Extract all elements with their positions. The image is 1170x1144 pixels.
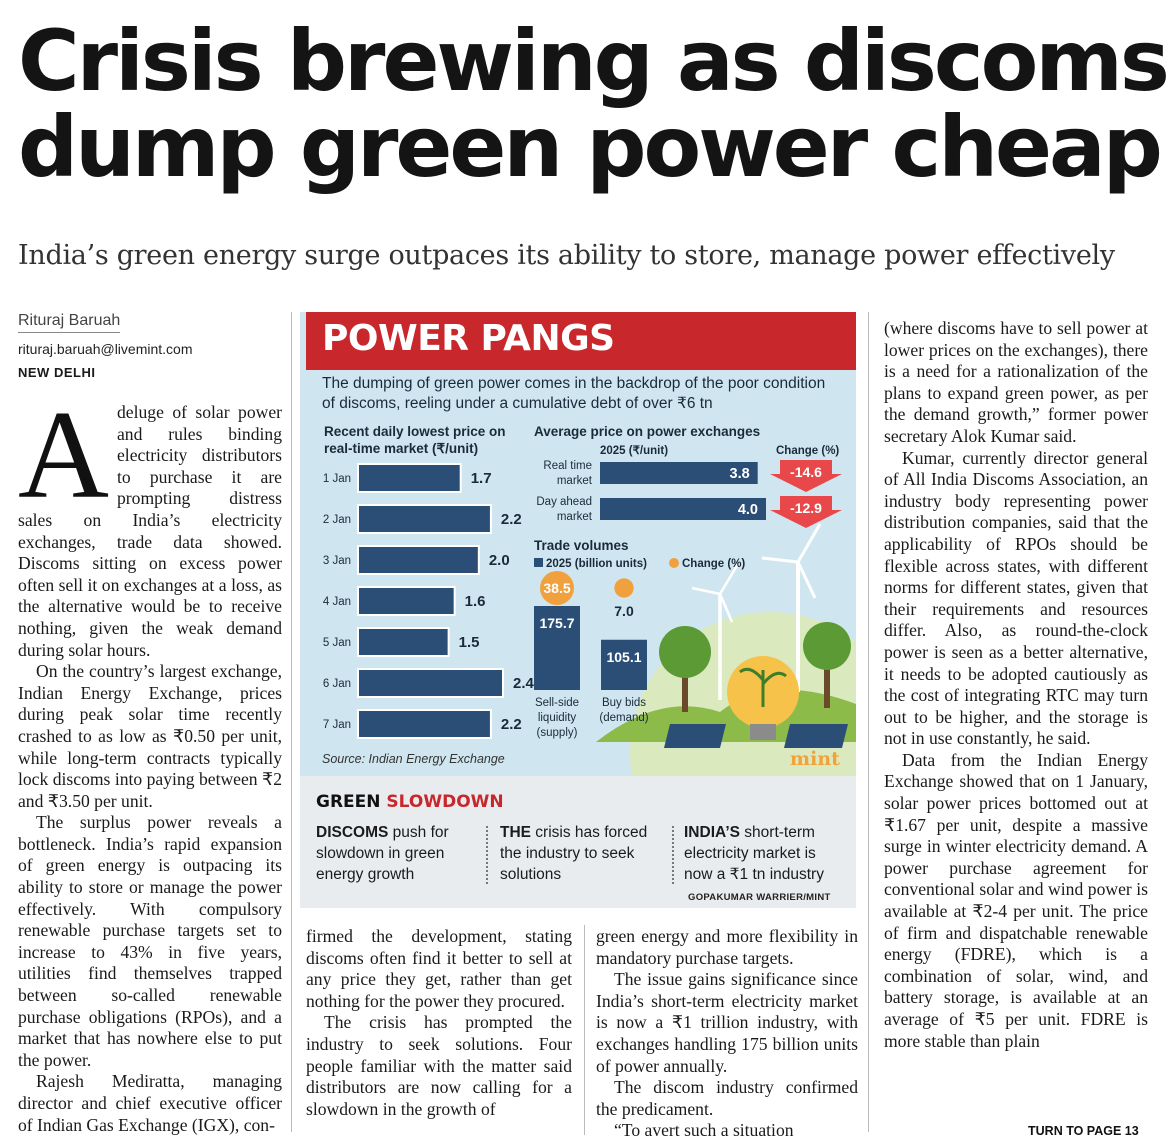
bar-category-label: 5 Jan (322, 637, 351, 649)
bar-category-label-line: (demand) (599, 712, 649, 724)
green-slowdown-item (500, 822, 665, 885)
infographic-charts (300, 312, 856, 776)
infographic-intro: The dumping of green power comes in the backdrop of the poor condition of discoms, reeling under a cumulative debt of over ₹6 tn (322, 375, 826, 412)
bar-category-label: 4 Jan (322, 596, 351, 608)
change-value-label: -14.6 (790, 464, 822, 480)
bar-category-label-line: Sell-side (534, 697, 580, 709)
bar-value-label: 1.6 (464, 593, 486, 610)
bar-value-label: 105.1 (606, 648, 642, 665)
article-column-1 (18, 386, 282, 1136)
bar-category-label (535, 697, 579, 739)
dotted-divider (486, 826, 488, 884)
chart-title-line: real-time market (₹/unit) (324, 441, 479, 456)
byline (18, 312, 288, 380)
article-column-2 (306, 926, 572, 1120)
bar-value-label: 175.7 (539, 615, 575, 631)
bar-category-label-line: market (556, 511, 592, 523)
bar (358, 669, 503, 697)
change-value-label: 7.0 (614, 603, 634, 619)
dateline: NEW DELHI (18, 365, 96, 380)
paragraph: firmed the development, stating discoms often find it better to sell at any price they get, rather than get nothing for the power they procured. (306, 926, 572, 1011)
dotted-divider (672, 826, 674, 884)
item-text: crisis has forced the industry to seek solutions (500, 824, 648, 883)
bar-category-label: 3 Jan (322, 555, 351, 567)
chart-title-line: Recent daily lowest price on (324, 424, 506, 439)
author-name: Rituraj Baruah (18, 312, 120, 333)
paragraph: (where discoms have to sell power at lower prices on the exchanges), there is a need for a rationalization of the plans to expand green power, as per the demand growth,” former power secretary Alok Kumar said. (884, 318, 1148, 446)
paragraph: The issue gains significance since India’s short-term electricity market is now a ₹1 trillion industry, with exchanges handling 175 billion units of power annually. (596, 969, 858, 1076)
legend-swatch (669, 558, 679, 568)
drop-cap: A (18, 386, 109, 525)
bar-value-label: 2.0 (488, 552, 510, 569)
green-slowdown-item (684, 822, 844, 885)
item-text: short-term electricity market is now a ₹1 tn industry (684, 824, 824, 883)
headline-line-1: Crisis brewing as discoms (18, 12, 1167, 110)
bar-category-label-line: liquidity (537, 712, 577, 724)
infographic-title: POWER PANGS (322, 318, 615, 359)
chart-title: Average price on power exchanges (534, 424, 761, 439)
bar-category-label: 2 Jan (322, 514, 351, 526)
bar-category-label-line: Real time (543, 460, 592, 472)
paragraph: The crisis has prompted the industry to seek solutions. Four people familiar with the matter said distributors are now calling for a slowdown in the growth of (306, 1012, 572, 1119)
chart-subtitle: 2025 (₹/unit) (600, 445, 669, 457)
change-bubble (614, 578, 633, 597)
legend-label: Change (%) (682, 558, 746, 570)
column-divider (291, 312, 292, 1132)
bar-category-label (543, 460, 592, 487)
chart-title (324, 424, 506, 456)
green-slowdown-item (316, 822, 476, 885)
bar-value-label: 1.7 (470, 470, 492, 487)
author-email: rituraj.baruah@livemint.com (18, 341, 193, 357)
paragraph: On the country’s largest exchange, Indian Energy Exchange, prices during peak solar time recently crashed to as low as ₹0.50 per unit, while long-term contracts typically lock discoms into paying between ₹2 and ₹3.50 per unit. (18, 661, 282, 811)
bar-value-label: 4.0 (737, 502, 758, 518)
bar (358, 505, 491, 533)
paragraph: “To avert such a situation (614, 1120, 794, 1141)
article-column-3 (596, 926, 858, 1142)
change-value-label: 38.5 (543, 580, 571, 596)
bar-category-label-line: market (556, 475, 592, 487)
paragraph: green energy and more flexibility in mandatory purchase targets. (596, 926, 858, 968)
column-divider (868, 312, 869, 1132)
paragraph: The discom industry confirmed the predicament. (596, 1077, 858, 1119)
item-lead: THE (500, 824, 531, 841)
infographic-panel (300, 312, 856, 776)
headline-line-2: dump green power cheap (18, 98, 1160, 196)
paragraph: Data from the Indian Energy Exchange showed that on 1 January, solar power prices bottomed out at ₹1.67 per unit, despite a massive surge in winter electricity demand. A power purchase agreement for conventional solar and wind power is available at ₹2-4 per unit. The price of firm and dispatchable renewable energy (FDRE), which is a combination of solar, wind, and battery storage, is available at an average of ₹5 per unit. FDRE is more stable than plain (884, 749, 1148, 1051)
infographic (300, 312, 856, 908)
change-value-label: -12.9 (790, 500, 822, 516)
item-lead: INDIA’S (684, 824, 740, 841)
bar (358, 546, 479, 574)
bar-category-label (536, 496, 592, 523)
graphic-credit: GOPAKUMAR WARRIER/MINT (688, 892, 831, 903)
bar-value-label: 2.2 (500, 716, 522, 733)
paragraph: The surplus power reveals a bottleneck. India’s rapid expansion of green energy is outpacing its ability to store or manage the power effectively. With compulsory renewable purchase targets set to increase to 43% in five years, utilities find themselves trapped between so-called renewable purchase obligations (RPOs), and a market that has nowhere else to put the power. (18, 812, 282, 1070)
bar-category-label-line: (supply) (536, 727, 578, 739)
paragraph: Kumar, currently director general of All India Discoms Association, an industry body representing power distribution companies, said that the applicability of RPOs should be flexible across states, with different norms for different states, given that their requirements and resources differ. Also, as round-the-clock power is seen as a better alternative, it needs to be adopted cautiously as the cost of integrating RTC may turn out to be higher, and the storage is not in use constantly, he said. (884, 447, 1148, 749)
change-header: Change (%) (776, 445, 840, 457)
bar-category-label-line: Buy bids (601, 697, 647, 709)
infographic-source: Source: Indian Energy Exchange (322, 752, 505, 766)
bar (601, 640, 647, 690)
green-slowdown-title-a: GREEN (316, 792, 381, 812)
item-lead: DISCOMS (316, 824, 389, 841)
green-slowdown-title (316, 792, 504, 812)
turn-to-page[interactable]: TURN TO PAGE 13 (1028, 1124, 1139, 1138)
bar (358, 587, 455, 615)
item-text: push for slowdown in green energy growth (316, 824, 449, 883)
bar (358, 628, 449, 656)
bar-category-label: 7 Jan (322, 719, 351, 731)
bar-value-label: 1.5 (458, 634, 480, 651)
paragraph: deluge of solar power and rules binding electricity distributors to purchase it are prompting distress sales on India’s electricity exchanges, trade data showed. Discoms sitting on excess power often sell it on exchanges at a loss, as the alternative would be to receive nothing, given the weak demand during solar hours. (18, 402, 282, 660)
paragraph: Rajesh Mediratta, managing director and chief executive officer of Indian Gas Exchange (IGX), con- (18, 1071, 282, 1135)
bar-category-label-line: Day ahead (536, 496, 592, 508)
column-divider (584, 925, 585, 1135)
headline (18, 12, 1167, 196)
legend-swatch (534, 558, 543, 567)
bar-value-label: 2.2 (500, 511, 522, 528)
subheadline: India’s green energy surge outpaces its ability to store, manage power effectively (18, 240, 1115, 271)
bar-category-label: 1 Jan (322, 473, 351, 485)
legend-label: 2025 (billion units) (546, 558, 647, 570)
bar-category-label: 6 Jan (322, 678, 351, 690)
bar (358, 464, 461, 492)
bar (358, 710, 491, 738)
mint-logo: mint (790, 748, 840, 770)
bar-value-label: 2.4 (513, 675, 534, 692)
bar-value-label: 3.8 (729, 466, 750, 482)
article-column-4 (884, 318, 1148, 1052)
green-slowdown-title-b: SLOWDOWN (386, 792, 504, 812)
chart-title: Trade volumes (534, 538, 629, 553)
